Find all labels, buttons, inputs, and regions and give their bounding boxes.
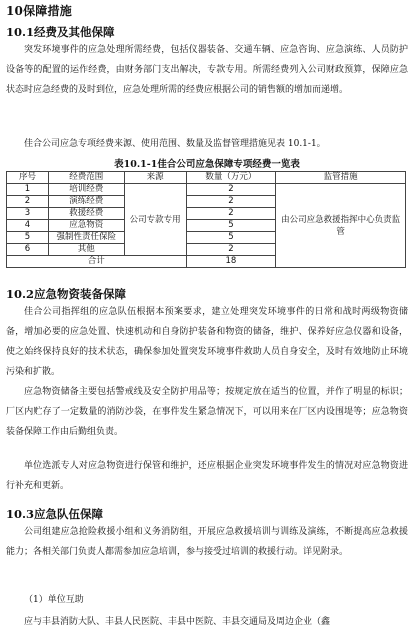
row-no: 4 [7,220,49,232]
row-scope: 强制性责任保险 [48,232,124,244]
section-title: 10保障措施 [6,4,72,18]
row-scope: 其他 [48,244,124,256]
row-amount: 5 [186,220,276,232]
header-scope: 经费范围 [48,172,124,184]
row-amount: 2 [186,208,276,220]
row-amount: 2 [186,244,276,256]
funding-table [6,171,406,268]
source-cell: 公司专款专用 [124,184,186,256]
supervision-cell: 由公司应急救援指挥中心负责监管 [276,184,406,268]
row-scope: 应急物资 [48,220,124,232]
row-no: 3 [7,208,49,220]
table-row [7,184,406,196]
row-no: 2 [7,196,49,208]
total-amount: 18 [186,256,276,268]
header-supervision: 监管措施 [276,172,406,184]
funding-paragraph: 突发环境事件的应急处理所需经费，包括仪器装备、交通车辆、应急咨询、应急演练、人员防护设备等的配置的运作经费，由财务部门支出解决，专款专用。所需经费列入公司财政预算，保障应急状态时应急经费的及时到位，应急处理所需的经费应根据公司的销售额的增加而递增。 [6,45,408,95]
materials-paragraph-3: 单位选派专人对应急物资进行保管和维护，还应根据企业突发环境事件发生的情况对应急物资进行补充和更新。 [6,461,408,491]
materials-paragraph-2: 应急物资储备主要包括警戒线及安全防护用品等；按规定放在适当的位置，并作了明显的标识；厂区内贮存了一定数量的消防沙袋，在事件发生紧急情况下，可以用来在厂区内设围堤等；应急物资装备保障工作由后勤组负责。 [6,387,408,437]
total-label: 合计 [7,256,187,268]
header-amount: 数量（万元） [186,172,276,184]
heading-team: 10.3应急队伍保障 [6,507,104,521]
team-paragraph: 公司组建应急抢险救援小组和义务消防组，开展应急救援培训与训练及演练，不断提高应急救援能力；各相关部门负责人都需参加应急培训，参与接受过培训的救援行动。详见附录。 [6,527,408,557]
row-amount: 5 [186,232,276,244]
table-caption: 表10.1-1佳合公司应急保障专项经费一览表 [114,159,300,170]
row-scope: 救援经费 [48,208,124,220]
header-source: 来源 [124,172,186,184]
heading-funding: 10.1经费及其他保障 [6,25,115,39]
row-no: 1 [7,184,49,196]
table-header-row [7,172,406,184]
subheading-mutual-aid: （1）单位互助 [24,595,84,605]
row-amount: 2 [186,196,276,208]
header-no: 序号 [7,172,49,184]
row-amount: 2 [186,184,276,196]
row-scope: 培训经费 [48,184,124,196]
row-scope: 演练经费 [48,196,124,208]
heading-materials: 10.2应急物资装备保障 [6,287,127,301]
row-no: 6 [7,244,49,256]
funding-table-intro: 佳合公司应急专项经费来源、使用范围、数量及监督管理措施见表 10.1-1。 [24,139,326,149]
materials-paragraph-1: 佳合公司指挥组的应急队伍根据本预案要求，建立处理突发环境事件的日常和战时两级物资储备，增加必要的应急处置、快速机动和自身防护装备和物资的储备，维护、保养好应急仪器和设备，使之始终保持良好的技术状态，确保参加处置突发环境事件救助人员自身安全，及时有效地防止环境污染和扩散。 [6,307,408,377]
row-no: 5 [7,232,49,244]
mutual-aid-paragraph: 应与丰县消防大队、丰县人民医院、丰县中医院、丰县交通局及周边企业（鑫 [24,617,331,627]
